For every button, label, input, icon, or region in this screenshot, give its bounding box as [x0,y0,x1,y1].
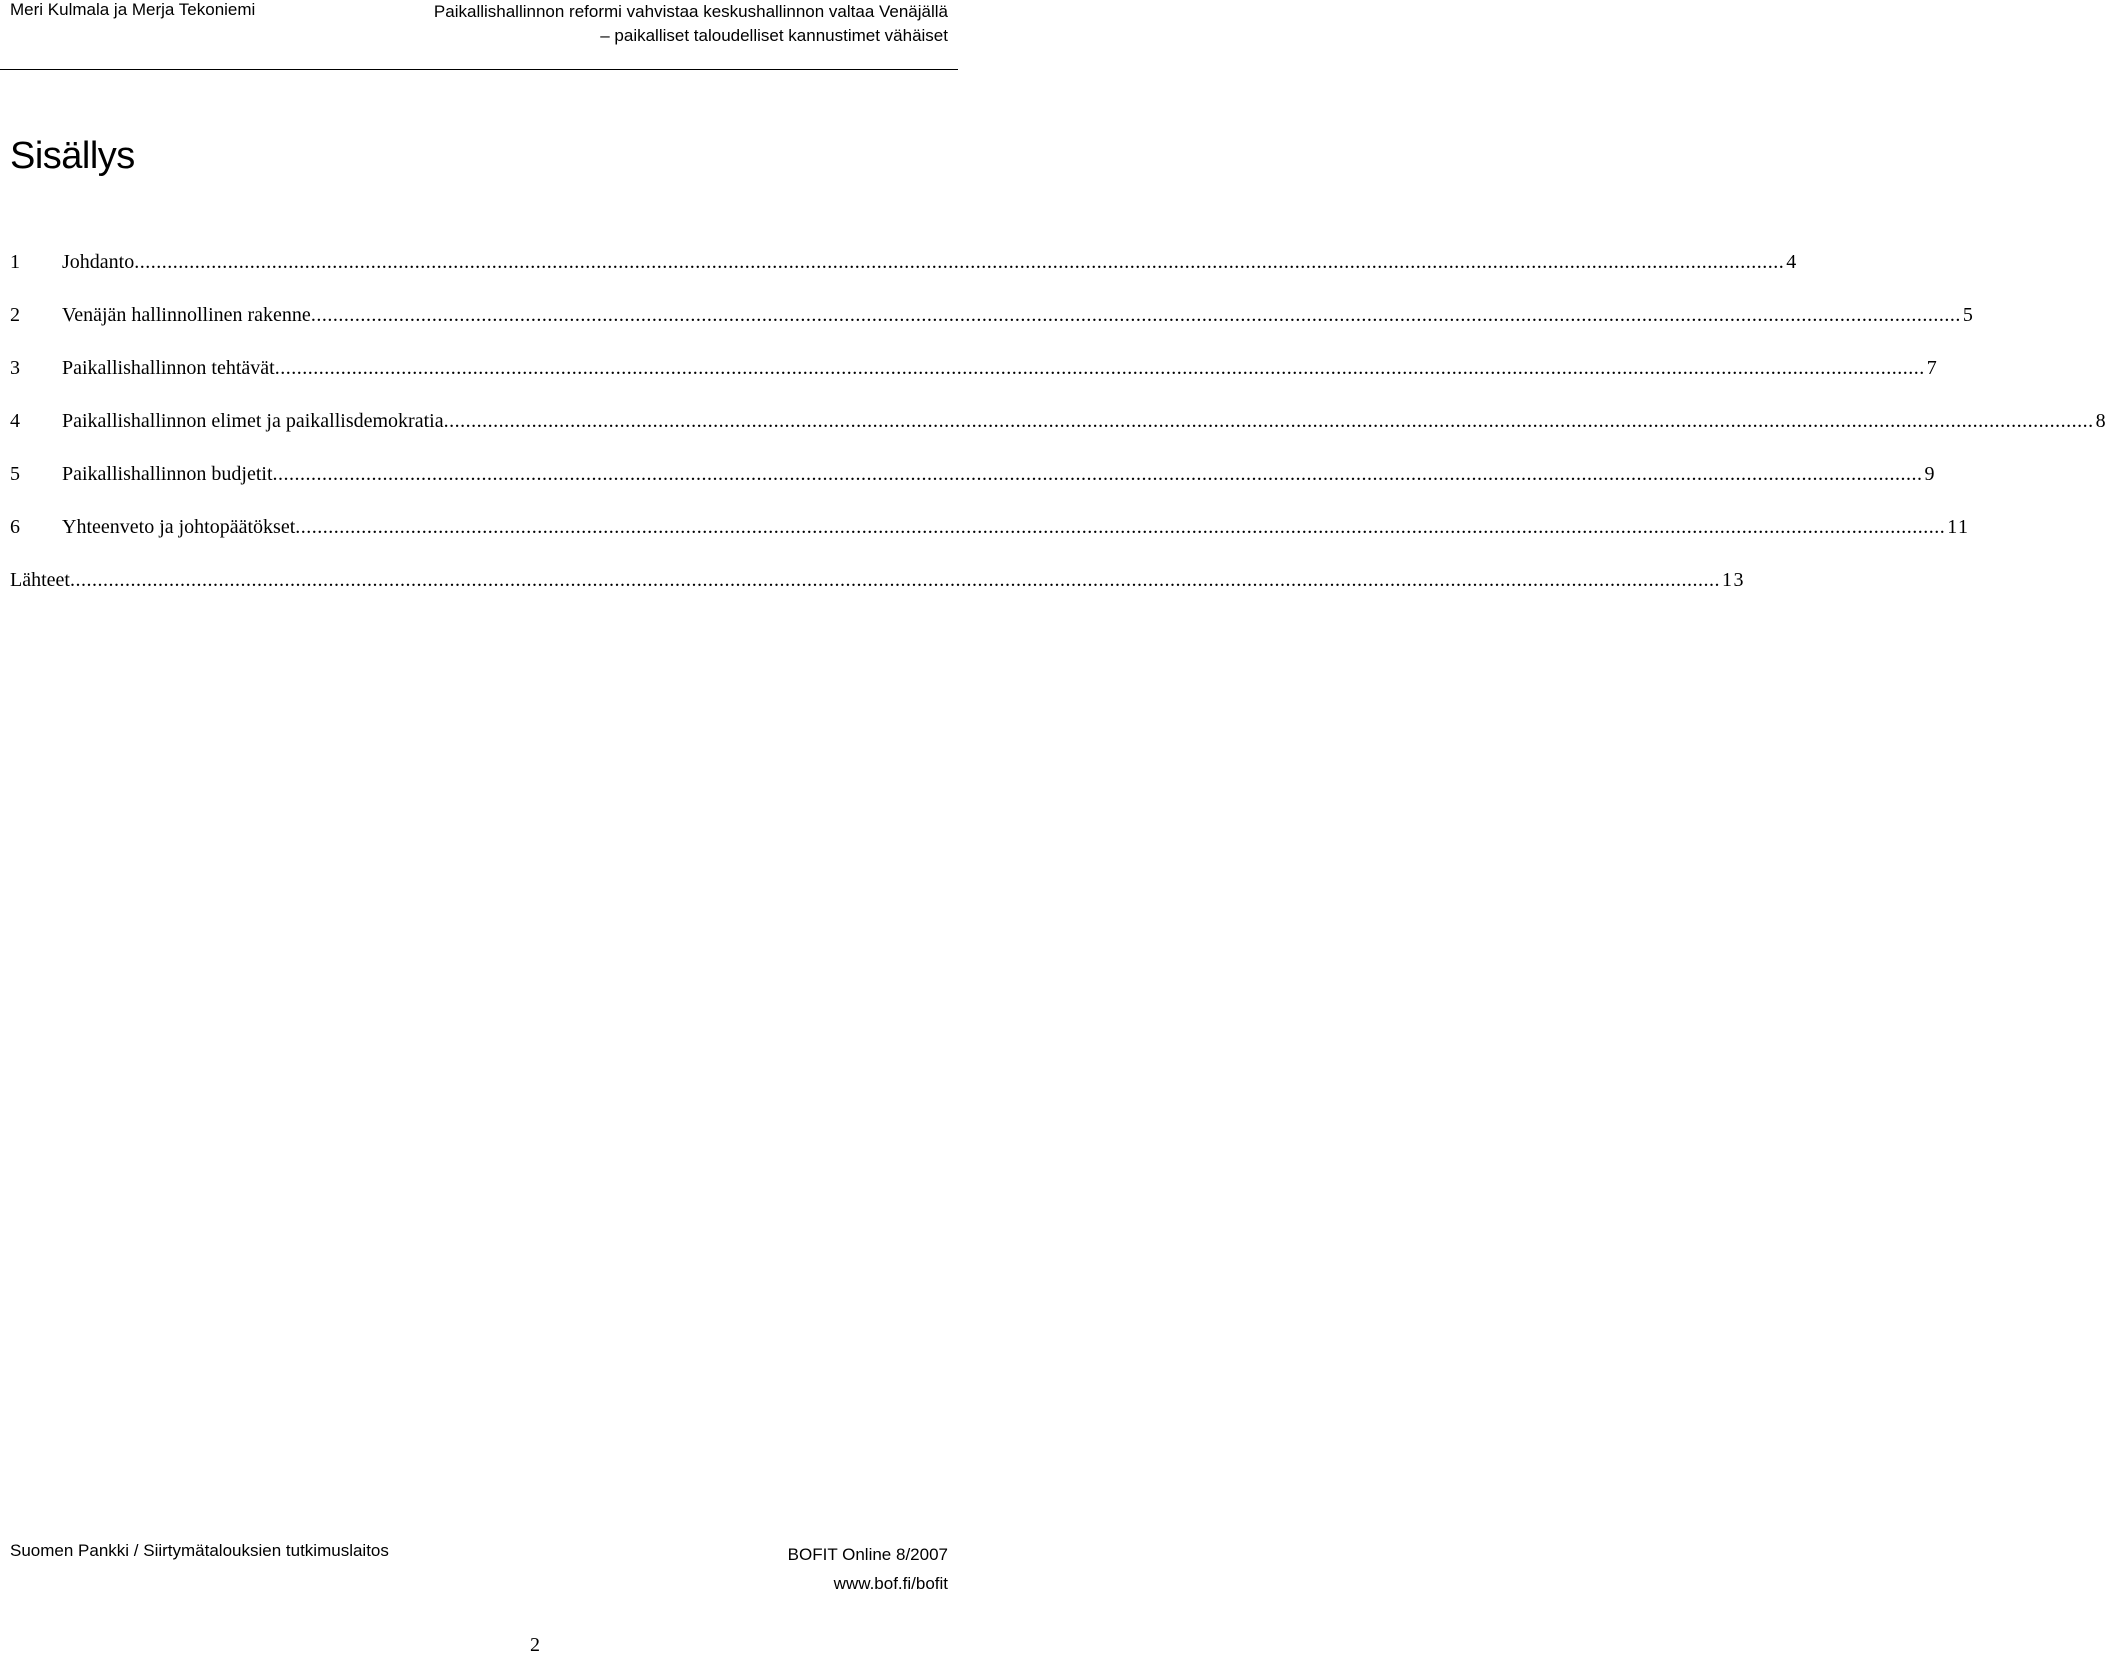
header-title-line-1: Paikallishallinnon reformi vahvistaa keskushallinnon valtaa Venäjällä [433,2,948,21]
toc-leader-dots: ............................................................................................................................................................................................................................................................................................................ [274,357,1925,379]
toc-leader-dots: ............................................................................................................................................................................................................................................................................................................ [69,569,1720,591]
header-divider [0,69,958,70]
toc-entry-title: Yhteenveto ja johtopäätökset [62,516,296,538]
toc-entry-title: Johdanto [62,251,135,273]
toc-entry-page: 13 [1721,569,1745,591]
toc-leader-dots: ............................................................................................................................................................................................................................................................................................................ [134,251,1785,273]
toc-entry-page: 7 [1926,357,1939,379]
toc-entry-number: 1 [10,251,20,273]
toc-entry-title: Paikallishallinnon elimet ja paikallisdemokratia [62,410,444,432]
toc-entry-number: 4 [10,410,20,432]
toc-entry-5[interactable] [10,462,1937,515]
toc-leader-dots: ............................................................................................................................................................................................................................................................................................................ [443,410,2094,432]
toc-entry-page: 4 [1786,251,1798,273]
footer-series-info [788,1540,948,1598]
toc-entry-number: 3 [10,357,20,379]
toc-entry-title: Venäjän hallinnollinen rakenne [62,304,311,326]
toc-leader-dots: ............................................................................................................................................................................................................................................................................................................ [310,304,1961,326]
toc-entry-1[interactable] [10,250,1798,303]
page-number: 2 [530,1634,540,1656]
table-of-contents [10,250,2107,621]
toc-entry-references[interactable] [10,568,1745,621]
toc-entry-number: 5 [10,463,20,485]
toc-entry-page: 5 [1962,304,1975,326]
footer-publisher: Suomen Pankki / Siirtymätalouksien tutkimuslaitos [10,1541,389,1560]
toc-leader-dots: ............................................................................................................................................................................................................................................................................................................ [295,516,1946,538]
toc-title: Sisällys [10,135,135,177]
toc-entry-number: 6 [10,516,20,538]
toc-entry-title: Paikallishallinnon budjetit [62,463,273,485]
toc-leader-dots: ............................................................................................................................................................................................................................................................................................................ [272,463,1923,485]
header-authors: Meri Kulmala ja Merja Tekoniemi [10,0,256,19]
footer-series: BOFIT Online 8/2007 [787,1545,948,1564]
toc-entry-title: Lähteet [10,569,70,591]
toc-entry-page: 8 [2095,410,2107,432]
toc-entry-number: 2 [10,304,20,326]
toc-entry-2[interactable] [10,303,1975,356]
header-title-line-2: – paikalliset taloudelliset kannustimet vähäiset [600,26,948,45]
toc-entry-title: Paikallishallinnon tehtävät [62,357,275,379]
toc-entry-4[interactable] [10,409,2107,462]
footer-url[interactable]: www.bof.fi/bofit [833,1574,948,1593]
header-title [434,0,948,48]
toc-entry-page: 9 [1924,463,1937,485]
toc-entry-3[interactable] [10,356,1939,409]
toc-entry-page: 11 [1947,516,1970,538]
toc-entry-6[interactable] [10,515,1970,568]
